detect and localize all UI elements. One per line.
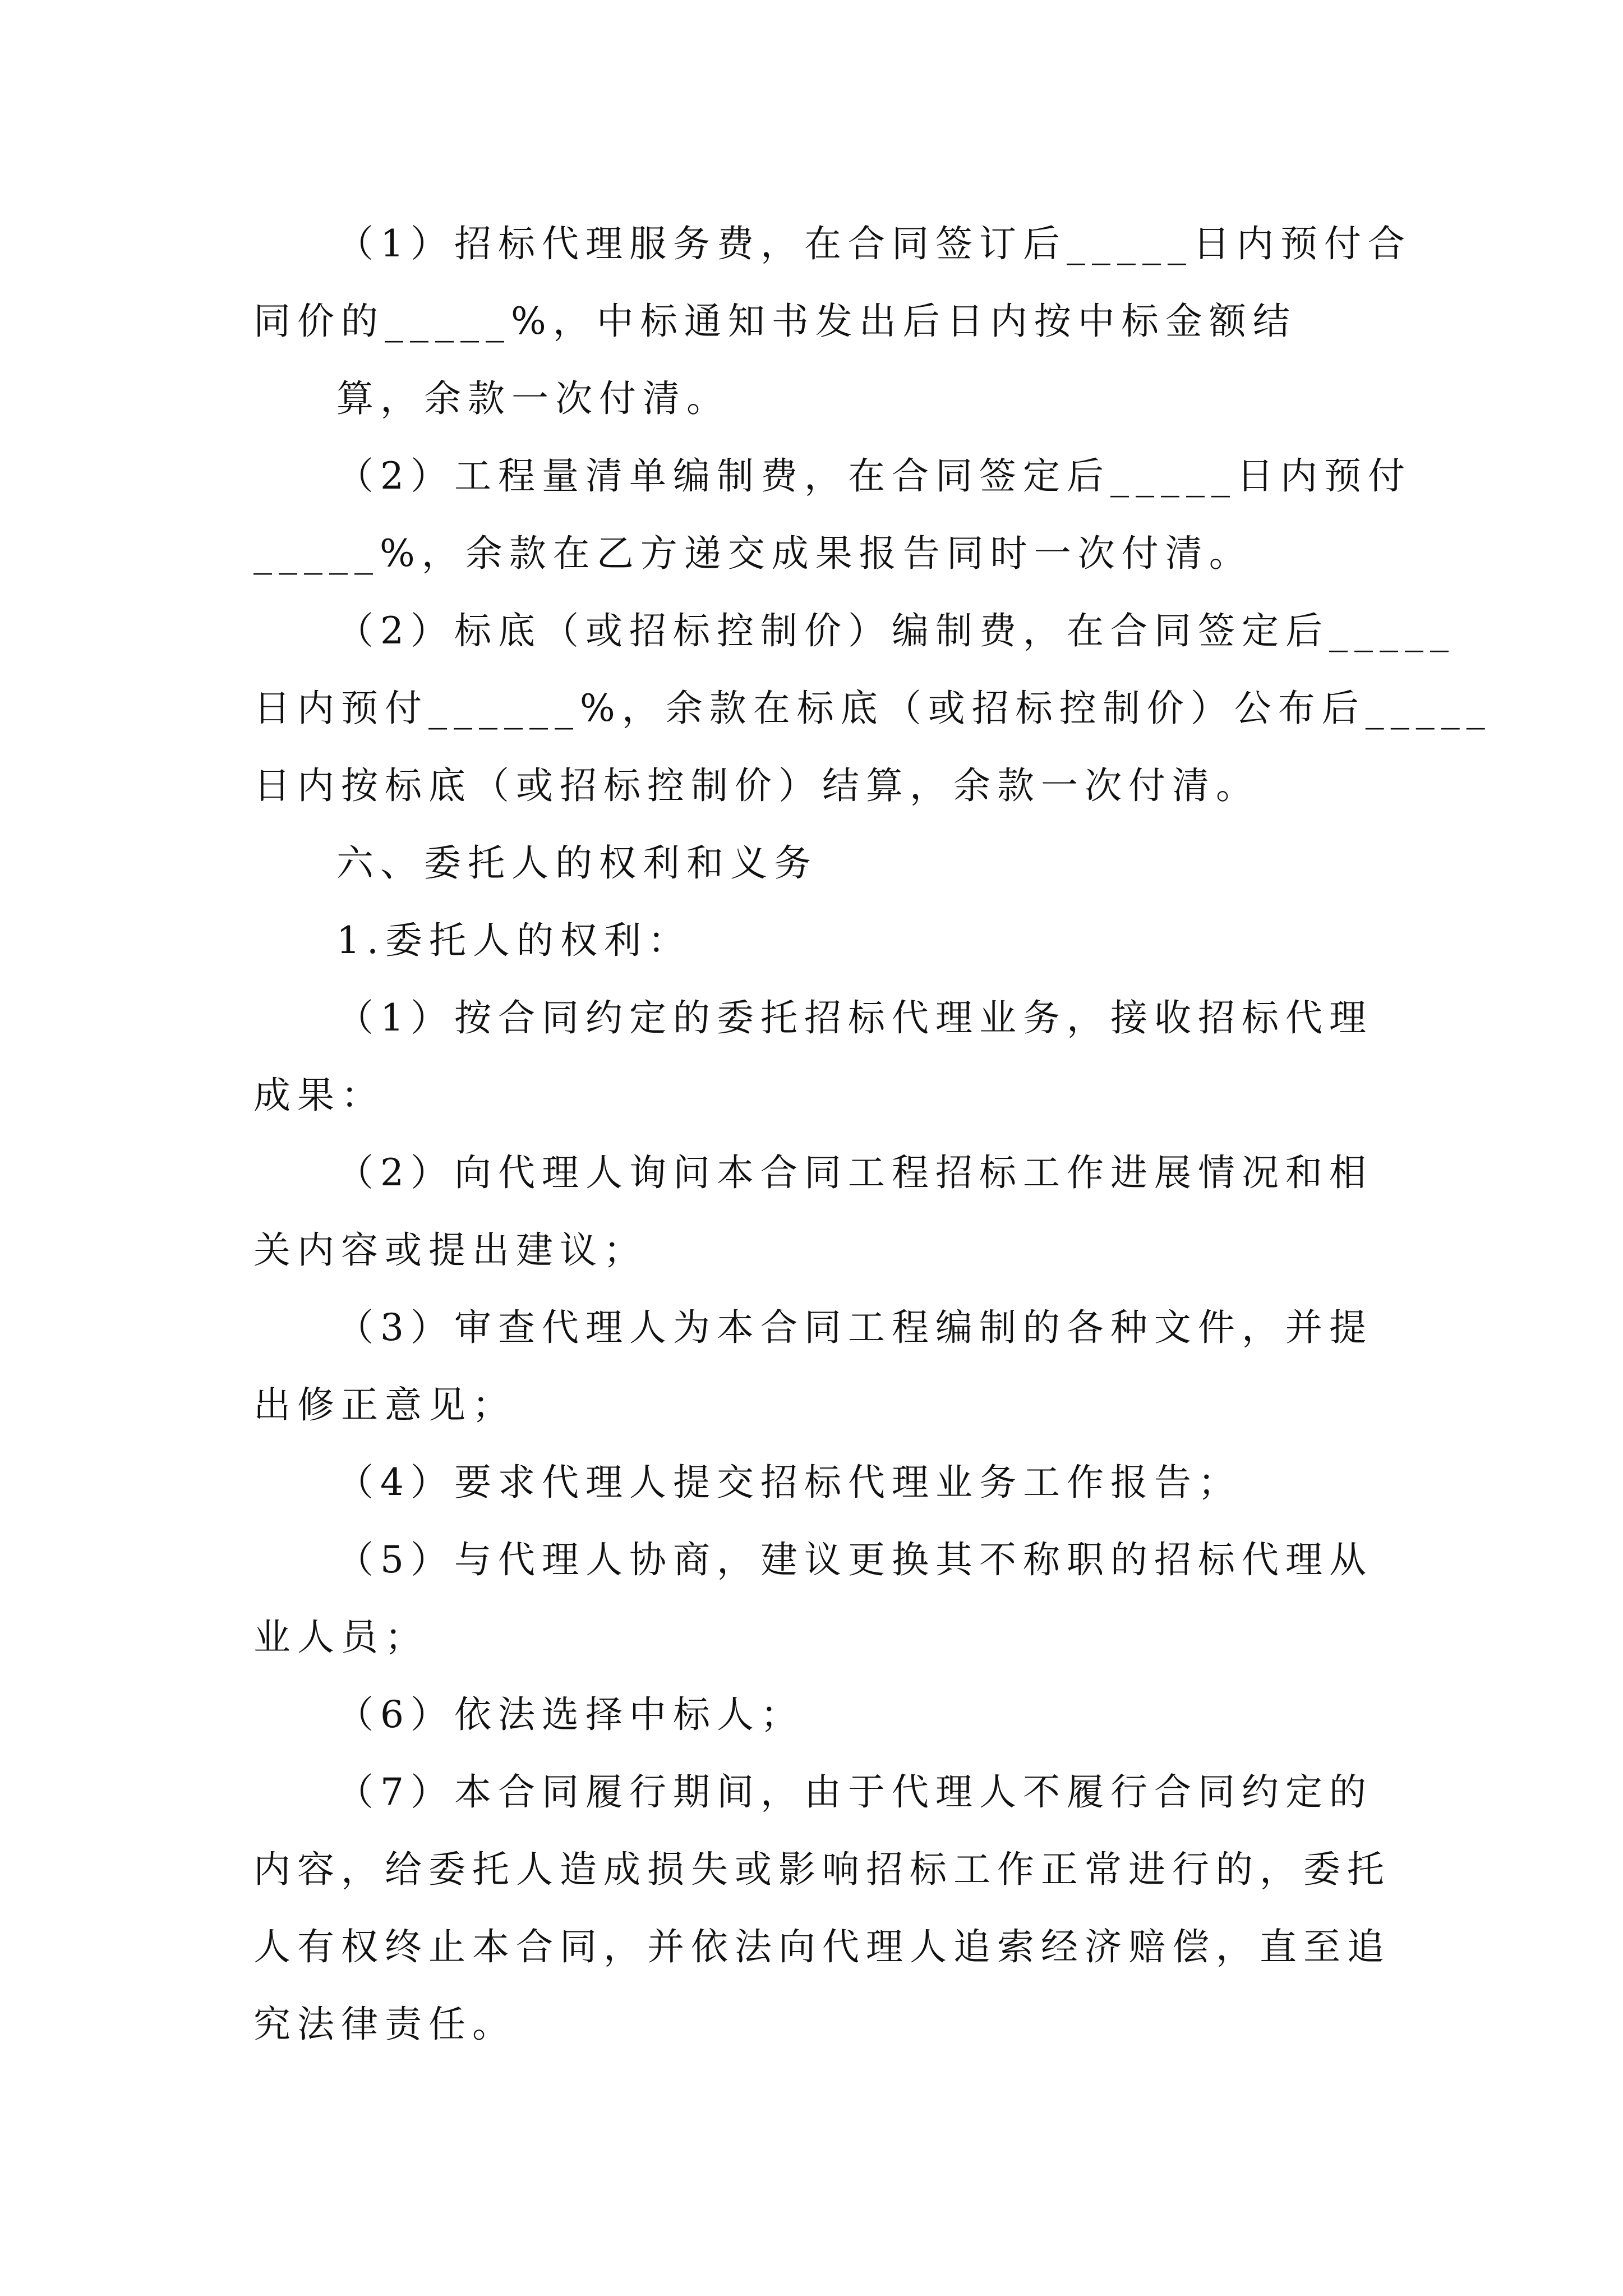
paragraph-line: （1）按合同约定的委托招标代理业务，接收招标代理 [336, 996, 1373, 1039]
paragraph-line: 出修正意见； [253, 1383, 516, 1427]
paragraph-line: （4）要求代理人提交招标代理业务工作报告； [336, 1461, 1242, 1504]
paragraph-line: （5）与代理人协商，建议更换其不称职的招标代理从 [336, 1538, 1373, 1581]
paragraph-line: 人有权终止本合同，并依法向代理人追索经济赔偿，直至追 [253, 1925, 1391, 1968]
paragraph-line: 成果： [253, 1074, 385, 1117]
paragraph-line: 究法律责任。 [253, 2003, 516, 2046]
subsection-heading: 1.委托人的权利： [336, 919, 691, 962]
paragraph-line: （2）向代理人询问本合同工程招标工作进展情况和相 [336, 1151, 1373, 1194]
paragraph-line: 日内按标底（或招标控制价）结算，余款一次付清。 [253, 764, 1260, 807]
paragraph-line: （7）本合同履行期间，由于代理人不履行合同约定的 [336, 1770, 1373, 1814]
paragraph-line: 业人员； [253, 1616, 428, 1659]
section-heading: 六、委托人的权利和义务 [336, 841, 818, 885]
paragraph-line: （2）标底（或招标控制价）编制费，在合同签定后_____ [336, 609, 1455, 652]
paragraph-line: （2）工程量清单编制费，在合同签定后_____日内预付 [336, 454, 1412, 498]
paragraph-line: _____%，余款在乙方递交成果报告同时一次付清。 [253, 532, 1253, 575]
paragraph-line: （6）依法选择中标人； [336, 1693, 804, 1736]
paragraph-line: 算，余款一次付清。 [336, 377, 730, 420]
paragraph-line: （3）审查代理人为本合同工程编制的各种文件，并提 [336, 1306, 1373, 1349]
paragraph-line: 同价的_____%，中标通知书发出后日内按中标金额结 [253, 300, 1297, 343]
paragraph-line: 日内预付______%，余款在标底（或招标控制价）公布后_____ [253, 687, 1492, 730]
paragraph-line: 关内容或提出建议； [253, 1228, 647, 1272]
paragraph-line: 内容，给委托人造成损失或影响招标工作正常进行的，委托 [253, 1848, 1391, 1891]
paragraph-line: （1）招标代理服务费，在合同签订后_____日内预付合 [336, 222, 1412, 265]
